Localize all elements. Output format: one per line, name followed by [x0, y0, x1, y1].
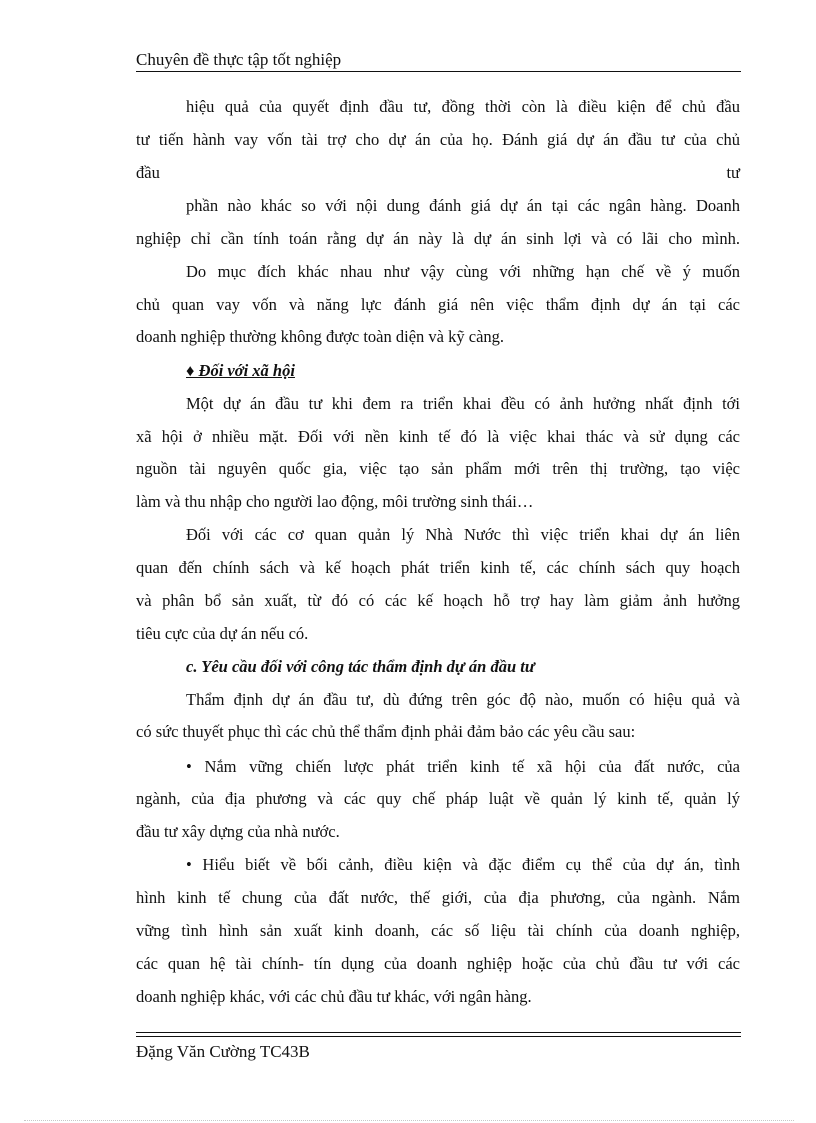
- body-line: tư: [726, 163, 740, 182]
- body-line: hiệu quả của quyết định đầu tư, đồng thời còn là điều kiện để chủ đầu: [186, 97, 740, 116]
- body-line: nguồn tài nguyên quốc gia, việc tạo sản phẩm mới trên thị trường, tạo việc: [136, 459, 740, 478]
- body-line: làm và thu nhập cho người lao động, môi trường sinh thái…: [136, 492, 534, 511]
- body-line: ngành, của địa phương và các quy chế pháp luật về quản lý kinh tế, quản lý: [136, 789, 740, 808]
- body-line: xã hội ở nhiều mặt. Đối với nền kinh tế đó là việc khai thác và sử dụng các: [136, 427, 740, 446]
- body-line: vững tình hình sản xuất kinh doanh, các số liệu tài chính của doanh nghiệp,: [136, 921, 740, 940]
- body-line: Do mục đích khác nhau như vậy cùng với những hạn chế về ý muốn: [186, 262, 740, 281]
- body-line: tư tiến hành vay vốn tài trợ cho dự án của họ. Đánh giá dự án đầu tư của chủ: [136, 130, 740, 149]
- section-heading: c. Yêu cầu đối với công tác thẩm định dự án đầu tư: [186, 657, 535, 676]
- body-line: và phân bổ sản xuất, từ đó có các kế hoạch hỗ trợ hay làm giảm ảnh hưởng: [136, 591, 740, 610]
- page-header: [136, 50, 741, 72]
- body-line: tiêu cực của dự án nếu có.: [136, 624, 309, 643]
- body-line: nghiệp chỉ cần tính toán rằng dự án này là dự án sinh lợi và có lãi cho mình.: [136, 229, 740, 248]
- body-line: Đối với các cơ quan quản lý Nhà Nước thì việc triển khai dự án liên: [186, 525, 740, 544]
- body-line: chủ quan vay vốn và năng lực đánh giá nên việc thẩm định dự án tại các: [136, 295, 740, 314]
- body-line: đầu: [136, 163, 160, 182]
- footer-rule: [136, 1036, 741, 1037]
- body-line: quan đến chính sách và kế hoạch phát triển kinh tế, các chính sách quy hoạch: [136, 558, 740, 577]
- header-title: Chuyên đề thực tập tốt nghiệp: [136, 50, 342, 69]
- body-line: doanh nghiệp thường không được toàn diện và kỹ càng.: [136, 327, 505, 346]
- body-line: Một dự án đầu tư khi đem ra triển khai đều có ảnh hưởng nhất định tới: [186, 394, 740, 413]
- page-edge: [24, 1120, 794, 1121]
- body-line: Thẩm định dự án đầu tư, dù đứng trên góc độ nào, muốn có hiệu quả và: [186, 690, 740, 709]
- footer-rule: [136, 1032, 741, 1033]
- body-line: doanh nghiệp khác, với các chủ đầu tư khác, với ngân hàng.: [136, 987, 532, 1006]
- body-line: phần nào khác so với nội dung đánh giá dự án tại các ngân hàng. Doanh: [186, 196, 740, 215]
- footer-author: Đặng Văn Cường TC43B: [136, 1042, 310, 1061]
- body-line: các quan hệ tài chính- tín dụng của doanh nghiệp hoặc của chủ đầu tư với các: [136, 954, 740, 973]
- body-line: có sức thuyết phục thì các chủ thể thẩm định phải đảm bảo các yêu cầu sau:: [136, 722, 636, 741]
- body-line: đầu tư xây dựng của nhà nước.: [136, 822, 340, 841]
- bullet-line: • Nắm vững chiến lược phát triển kinh tế xã hội của đất nước, của: [186, 757, 740, 776]
- body-line: hình kinh tế chung của đất nước, thế giới, của địa phương, của ngành. Nắm: [136, 888, 740, 907]
- section-heading: ♦ Đối với xã hội: [186, 361, 295, 380]
- bullet-line: • Hiểu biết về bối cảnh, điều kiện và đặc điểm cụ thể của dự án, tình: [186, 855, 740, 874]
